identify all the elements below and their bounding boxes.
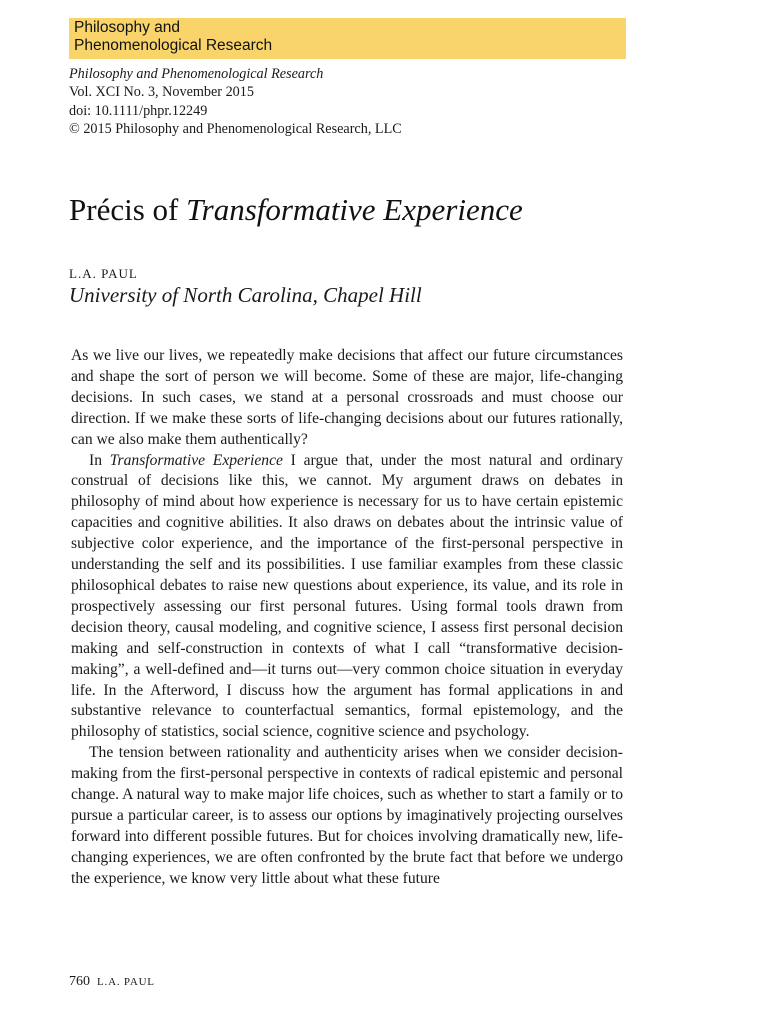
journal-banner-line-1: Philosophy and — [74, 19, 180, 36]
article-title-plain: Précis of — [69, 192, 187, 227]
running-author: L.A. PAUL — [97, 976, 155, 988]
paragraph-2-rest: I argue that, under the most natural and ordinary construal of decisions like this, we cannot. My argument draws on debates in philosophy of mind about how experience is necessary for us to have certain epistemic capacities and cognitive abilities. It also draws on debates about the intrinsic value of subjective color experience, and the importance of the first-personal perspective in understanding the self and its possibilities. I use familiar examples from these classic philosophical debates to raise new questions about experience, its value, and its role in prospectively assessing our first personal futures. Using formal tools drawn from decision theory, causal modeling, and cognitive science, I assess first personal decision making and self-construction in contexts of what I call “transformative decision-making”, a well-defined and—it turns out—very common choice situation in everyday life. In the Afterword, I discuss how the argument has formal applications in and substantive relevance to counterfactual semantics, formal epistemology, and the philosophy of statistics, social science, cognitive science and psychology. — [71, 451, 623, 741]
paragraph-2-start: In — [89, 451, 110, 469]
journal-info — [69, 65, 402, 138]
author-affiliation: University of North Carolina, Chapel Hill — [69, 283, 422, 307]
author-name: L.A. PAUL — [69, 266, 138, 281]
page-footer — [69, 974, 155, 990]
page-number: 760 — [69, 974, 90, 989]
paragraph-2 — [71, 451, 623, 744]
article-title-italic: Transformative Experience — [186, 192, 523, 227]
paragraph-3: The tension between rationality and authenticity arises when we consider decision-making from the first-personal perspective in contexts of radical epistemic and personal change. A natural way to make major life choices, such as whether to start a family or to pursue a particular career, is to assess our options by imaginatively projecting ourselves forward into different possible futures. But for choices involving dramatically new, life-changing experiences, we are often confronted by the brute fact that before we undergo the experience, we know very little about what these future — [71, 744, 623, 887]
article-title — [69, 190, 523, 230]
paragraph-2-book-title: Transformative Experience — [109, 451, 283, 469]
doi: doi: 10.1111/phpr.12249 — [69, 102, 208, 119]
paragraph-1: As we live our lives, we repeatedly make decisions that affect our future circumstances and shape the sort of person we will become. Some of these are major, life-changing decisions. In such cases, we stand at a personal crossroads and must choose our direction. If we make these sorts of life-changing decisions about our futures rationally, can we also make them authentically? — [71, 347, 623, 448]
journal-banner-line-2: Phenomenological Research — [74, 37, 273, 54]
journal-name: Philosophy and Phenomenological Research — [69, 66, 324, 82]
article-body — [71, 346, 623, 890]
journal-banner — [69, 18, 626, 59]
volume-info: Vol. XCI No. 3, November 2015 — [69, 84, 254, 101]
copyright: © 2015 Philosophy and Phenomenological Research, LLC — [69, 120, 402, 137]
